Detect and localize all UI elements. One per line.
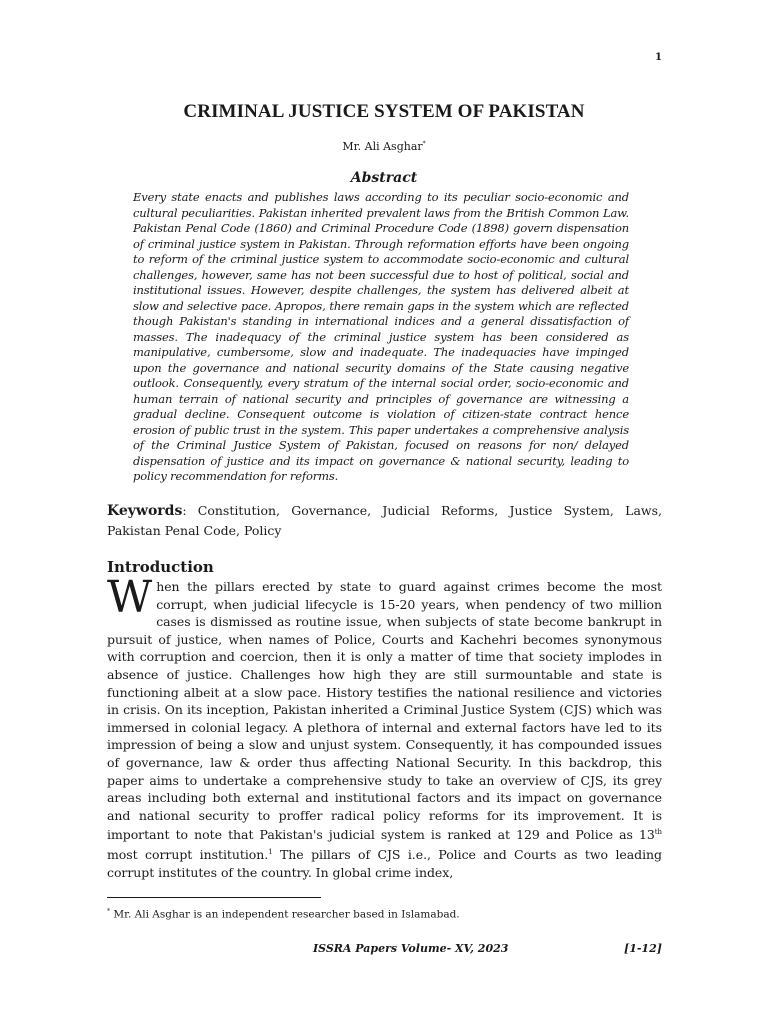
footnote [107, 908, 662, 921]
footnote-mark: * [107, 908, 110, 915]
author-footnote-mark: * [422, 140, 426, 148]
footer-journal: ISSRA Papers Volume- XV, 2023 [313, 942, 509, 955]
author-name: Mr. Ali Asghar [342, 140, 423, 153]
drop-cap: W [107, 572, 153, 623]
introduction-paragraph [107, 572, 662, 881]
abstract-heading: Abstract [350, 170, 418, 186]
keywords-block [107, 501, 662, 540]
citation-mark: 1 [268, 848, 273, 857]
ordinal-suffix: th [654, 828, 662, 837]
introduction-heading: Introduction [107, 558, 214, 576]
footnote-text: Mr. Ali Asghar is an independent researcher based in Islamabad. [110, 908, 460, 921]
footer-pages: [1-12] [624, 942, 662, 955]
keywords-separator: : [182, 503, 187, 518]
author-line [0, 140, 768, 153]
intro-text-part3: The pillars of CJS i.e., Police and Courts as two leading corrupt institutes of the country. In global crime index, [107, 847, 662, 880]
paper-title: CRIMINAL JUSTICE SYSTEM OF PAKISTAN [183, 101, 585, 122]
page-number: 1 [655, 52, 662, 63]
footnote-divider [107, 897, 321, 898]
intro-text-part1: hen the pillars erected by state to guard against crimes become the most corrupt, when judicial lifecycle is 15-20 years, when pendency of two million cases is dismissed as routine issue, when subjects of state become bankrupt in pursuit of justice, when names of Police, Courts and Kachehri becomes synonymous with corruption and coercion, then it is only a matter of time that society implodes in absence of justice. Challenges how high they are still surmountable and state is functioning albeit at a slow pace. History testifies the national resilience and victories in crisis. On its inception, Pakistan inherited a Criminal Justice System (CJS) which was immersed in colonial legacy. A plethora of internal and external factors have led to its impression of being a slow and unjust system. Consequently, it has compounded issues of governance, law & order thus affecting National Security. In this backdrop, this paper aims to undertake a comprehensive study to take an overview of CJS, its grey areas including both external and institutional factors and its impact on governance and national security to proffer radical policy reforms for its improvement. It is important to note that Pakistan's judicial system is ranked at 129 and Police as 13 [107, 579, 662, 843]
keywords-text: Constitution, Governance, Judicial Reforms, Justice System, Laws, Pakistan Penal Code, Policy [107, 503, 662, 538]
keywords-label: Keywords [107, 503, 183, 519]
intro-text-part2: most corrupt institution. [107, 847, 269, 863]
abstract-text: Every state enacts and publishes laws according to its peculiar socio-economic and cultural peculiarities. Pakistan inherited prevalent laws from the British Common Law. Pakistan Penal Code (1860) and Criminal Procedure Code (1898) govern dispensation of criminal justice system in Pakistan. Through reformation efforts have been ongoing to reform of the criminal justice system to accommodate socio-economic and cultural challenges, however, same has not been successful due to host of political, social and institutional issues. However, despite challenges, the system has delivered albeit at slow and selective pace. Apropos, there remain gaps in the system which are reflected though Pakistan's standing in international indices and a general dissatisfaction of masses. The inadequacy of the criminal justice system has been considered as manipulative, cumbersome, slow and inadequate. The inadequacies have impinged upon the governance and national security domains of the State causing negative outlook. Consequently, every stratum of the internal social order, socio-economic and human terrain of national security and principles of governance are witnessing a gradual decline. Consequent outcome is violation of citizen-state contract hence erosion of public trust in the system. This paper undertakes a comprehensive analysis of the Criminal Justice System of Pakistan, focused on reasons for non/ delayed dispensation of justice and its impact on governance & national security, leading to policy recommendation for reforms. [133, 190, 629, 483]
